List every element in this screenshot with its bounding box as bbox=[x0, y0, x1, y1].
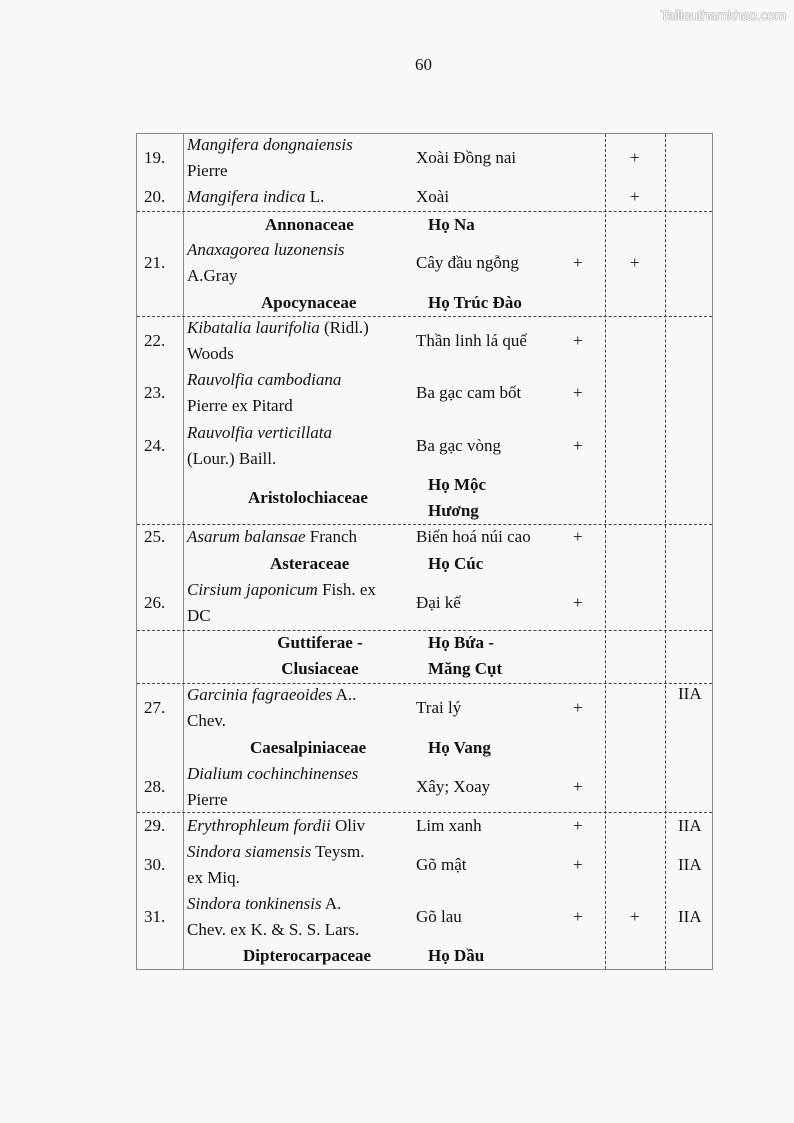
family-latin: Guttiferae - Clusiaceae bbox=[277, 633, 363, 678]
scientific-name: Mangifera indica L. bbox=[187, 187, 325, 206]
presence-mark: + bbox=[573, 816, 583, 835]
row-divider bbox=[137, 630, 712, 631]
scientific-name: Mangifera dongnaiensis Pierre bbox=[187, 135, 353, 180]
presence-mark: + bbox=[630, 253, 640, 272]
vietnamese-name: Xoài bbox=[416, 187, 450, 206]
status-code: IIA bbox=[678, 907, 702, 926]
row-number: 22. bbox=[144, 331, 166, 350]
scientific-name: Rauvolfia verticillata (Lour.) Baill. bbox=[187, 423, 332, 468]
vietnamese-name: Gõ lau bbox=[416, 907, 462, 926]
species-table bbox=[136, 133, 713, 970]
page-number: 60 bbox=[415, 55, 432, 74]
family-vietnamese: Họ Trúc Đào bbox=[428, 293, 522, 312]
presence-mark: + bbox=[573, 436, 583, 455]
family-latin: Aristolochiaceae bbox=[248, 488, 368, 507]
vietnamese-name: Gõ mật bbox=[416, 855, 467, 874]
row-number: 23. bbox=[144, 383, 166, 402]
family-vietnamese: Họ Cúc bbox=[428, 554, 484, 573]
presence-mark: + bbox=[573, 907, 583, 926]
row-number: 26. bbox=[144, 593, 166, 612]
family-latin: Caesalpiniaceae bbox=[250, 738, 367, 757]
row-number: 27. bbox=[144, 698, 166, 717]
vietnamese-name: Trai lý bbox=[416, 698, 462, 717]
presence-mark: + bbox=[573, 253, 583, 272]
scientific-name: Dialium cochinchinenses Pierre bbox=[187, 764, 359, 809]
presence-mark: + bbox=[630, 187, 640, 206]
family-latin: Asteraceae bbox=[270, 554, 350, 573]
row-number: 21. bbox=[144, 253, 166, 272]
presence-mark: + bbox=[573, 331, 583, 350]
col-divider bbox=[605, 134, 606, 969]
col-divider bbox=[183, 134, 184, 969]
family-latin: Annonaceae bbox=[265, 215, 354, 234]
status-code: IIA bbox=[678, 684, 702, 703]
family-vietnamese: Họ Dầu bbox=[428, 946, 485, 965]
vietnamese-name: Xoài Đồng nai bbox=[416, 148, 517, 167]
vietnamese-name: Ba gạc vòng bbox=[416, 436, 501, 455]
scientific-name: Cirsium japonicum Fish. ex DC bbox=[187, 580, 376, 625]
scientific-name: Erythrophleum fordii Oliv bbox=[187, 816, 366, 835]
presence-mark: + bbox=[573, 383, 583, 402]
vietnamese-name: Xây; Xoay bbox=[416, 777, 491, 796]
row-number: 19. bbox=[144, 148, 166, 167]
family-vietnamese: Họ Na bbox=[428, 215, 475, 234]
row-number: 29. bbox=[144, 816, 166, 835]
scientific-name: Asarum balansae Franch bbox=[187, 527, 357, 546]
vietnamese-name: Ba gạc cam bốt bbox=[416, 383, 522, 402]
scientific-name: Sindora siamensis Teysm. ex Miq. bbox=[187, 842, 365, 887]
family-vietnamese: Họ Bứa - Măng Cụt bbox=[428, 633, 503, 678]
vietnamese-name: Lim xanh bbox=[416, 816, 482, 835]
row-number: 24. bbox=[144, 436, 166, 455]
presence-mark: + bbox=[630, 148, 640, 167]
vietnamese-name: Đại kế bbox=[416, 593, 461, 612]
family-latin: Apocynaceae bbox=[261, 293, 357, 312]
row-number: 25. bbox=[144, 527, 166, 546]
family-vietnamese: Họ Mộc Hương bbox=[428, 475, 487, 520]
vietnamese-name: Thần linh lá quế bbox=[416, 331, 527, 350]
scientific-name: Garcinia fagraeoides A.. Chev. bbox=[187, 685, 357, 730]
presence-mark: + bbox=[630, 907, 640, 926]
row-divider bbox=[137, 211, 712, 212]
watermark: Tailieuthamkhao.com bbox=[660, 7, 786, 23]
presence-mark: + bbox=[573, 593, 583, 612]
row-number: 20. bbox=[144, 187, 166, 206]
row-number: 30. bbox=[144, 855, 166, 874]
presence-mark: + bbox=[573, 527, 583, 546]
status-code: IIA bbox=[678, 855, 702, 874]
family-latin: Dipterocarpaceae bbox=[243, 946, 372, 965]
scientific-name: Kibatalia laurifolia (Ridl.) Woods bbox=[187, 318, 369, 363]
scientific-name: Sindora tonkinensis A. Chev. ex K. & S. S. Lars. bbox=[187, 894, 360, 939]
vietnamese-name: Biến hoá núi cao bbox=[416, 527, 531, 546]
row-number: 28. bbox=[144, 777, 166, 796]
col-divider bbox=[665, 134, 666, 969]
family-vietnamese: Họ Vang bbox=[428, 738, 491, 757]
vietnamese-name: Cây đầu ngỗng bbox=[416, 253, 519, 272]
scientific-name: Rauvolfia cambodiana Pierre ex Pitard bbox=[187, 370, 342, 415]
presence-mark: + bbox=[573, 777, 583, 796]
presence-mark: + bbox=[573, 855, 583, 874]
status-code: IIA bbox=[678, 816, 702, 835]
row-number: 31. bbox=[144, 907, 166, 926]
presence-mark: + bbox=[573, 698, 583, 717]
scientific-name: Anaxagorea luzonensis A.Gray bbox=[187, 240, 345, 285]
